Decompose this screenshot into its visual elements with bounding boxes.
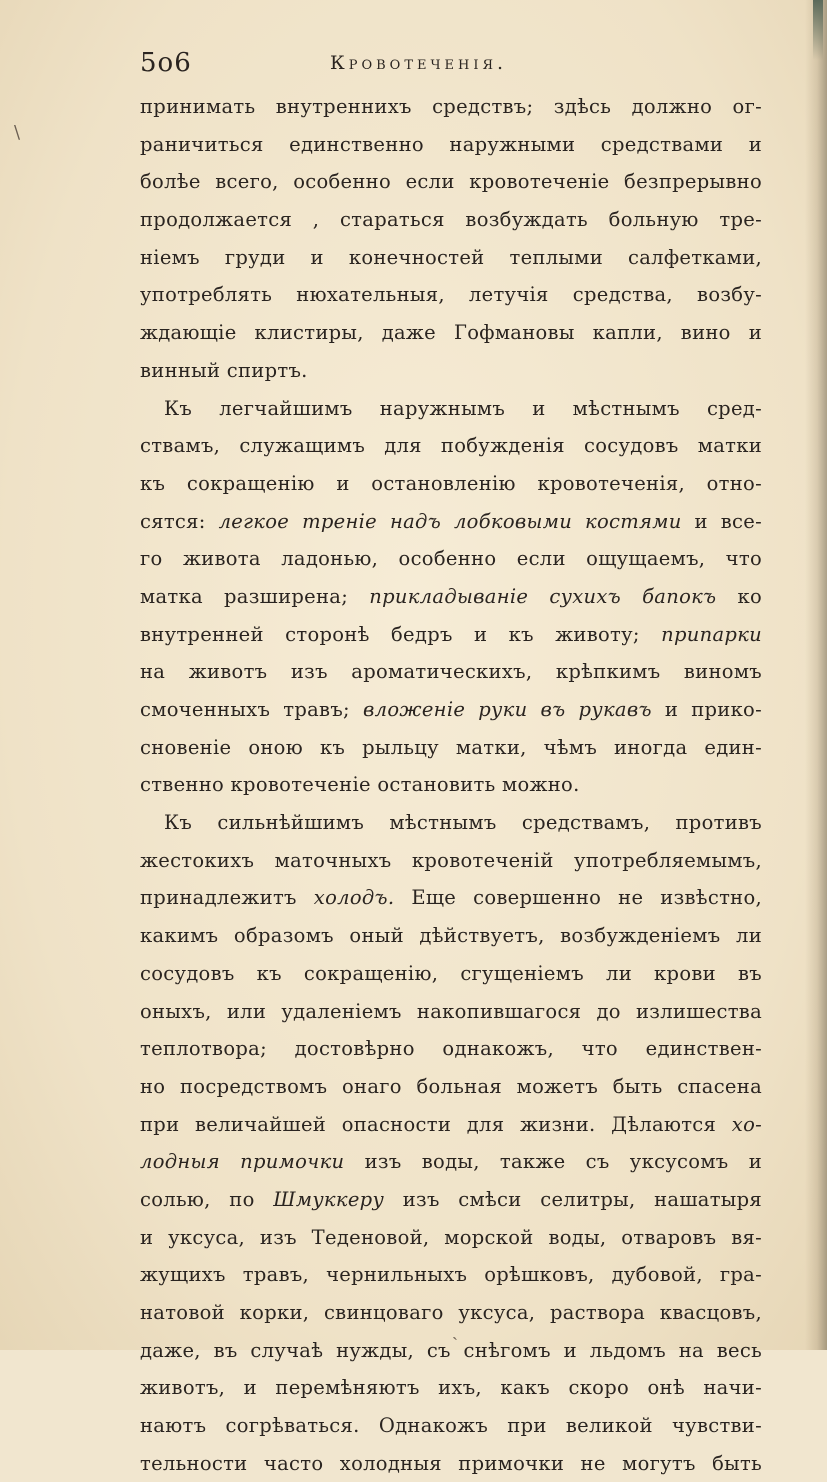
text-line — [140, 390, 762, 428]
text-span: Къ сильнѣйшимъ мѣстнымъ средствамъ, противъ — [164, 811, 762, 835]
text-span: и прико- — [651, 698, 762, 721]
text-span: ствамъ, служащимъ для побужденія сосудовъ матки — [140, 434, 762, 458]
page-header — [140, 48, 760, 80]
italic-text: легкое треніе надъ лобковыми костями — [218, 509, 682, 533]
text-span: на животъ изъ ароматическихъ, крѣпкимъ виномъ — [140, 660, 762, 684]
text-span: сновеніе оною къ рыльцу матки, чѣмъ иногда един- — [140, 735, 762, 759]
text-line — [140, 126, 762, 164]
text-span: ніемъ груди и конечностей теплыми салфетками, — [140, 245, 762, 269]
italic-text: прикладываніе сухихъ бапокъ — [369, 584, 717, 608]
text-span: ко — [716, 584, 762, 608]
text-line — [140, 201, 762, 239]
text-line — [140, 1407, 762, 1445]
text-line — [140, 879, 762, 917]
text-span: принадлежитъ — [140, 886, 314, 910]
text-line — [140, 1181, 762, 1219]
text-span: матка разширена; — [140, 584, 370, 608]
text-line — [140, 691, 762, 729]
text-line — [140, 804, 762, 842]
text-line — [140, 842, 762, 880]
text-line — [140, 616, 762, 654]
italic-text: холодъ. — [313, 886, 395, 910]
italic-text: хо- — [731, 1112, 762, 1136]
text-line — [140, 540, 762, 578]
text-span: но посредствомъ онаго больная можетъ быть спасена — [140, 1074, 762, 1098]
text-span: даже, въ случаѣ нужды, съ снѣгомъ и льдомъ на весь — [140, 1338, 762, 1362]
text-line — [140, 1143, 762, 1181]
text-span: сятся: — [140, 509, 219, 533]
page-corner-shadow — [813, 0, 823, 60]
text-line — [140, 1106, 762, 1144]
text-span: Къ легчайшимъ наружнымъ и мѣстнымъ сред- — [164, 396, 762, 420]
text-line — [140, 1332, 762, 1370]
text-line — [140, 314, 762, 352]
page-footer-mark: ˎ — [452, 1320, 458, 1341]
italic-text: припарки — [661, 622, 762, 646]
text-span: Еще совершенно не извѣстно, — [394, 886, 762, 910]
text-line — [140, 993, 762, 1031]
text-line — [140, 653, 762, 691]
text-line — [140, 88, 762, 126]
text-span: къ сокращенію и остановленію кровотеченія, отно- — [140, 471, 762, 495]
text-line — [140, 729, 762, 767]
text-span: тельности часто холодныя примочки не могутъ быть — [140, 1451, 762, 1475]
text-span: жестокихъ маточныхъ кровотеченій употребляемымъ, — [140, 848, 762, 872]
text-line — [140, 578, 762, 616]
text-span: ственно кровотеченіе остановить можно. — [140, 773, 580, 797]
text-span: какимъ образомъ оный дѣйствуетъ, возбужденіемъ ли — [140, 924, 762, 948]
text-line — [140, 352, 762, 390]
text-span: натовой корки, свинцоваго уксуса, раствора квасцовъ, — [140, 1301, 762, 1324]
text-span: оныхъ, или удаленіемъ накопившагося до излишества — [140, 999, 762, 1023]
text-span: животъ, и перемѣняютъ ихъ, какъ скоро онѣ начи- — [140, 1376, 762, 1400]
text-span: теплотвора; достовѣрно однакожъ, что единствен- — [140, 1037, 762, 1061]
body-text — [140, 88, 762, 1482]
text-line — [140, 1030, 762, 1068]
text-line — [140, 1256, 762, 1294]
text-span: и уксуса, изъ Теденовой, морской воды, отваровъ вя- — [140, 1225, 762, 1249]
text-line — [140, 1219, 762, 1257]
text-line — [140, 239, 762, 277]
text-span: внутренней сторонѣ бедръ и къ животу; — [140, 622, 662, 646]
text-span: изъ смѣси селитры, нашатыря — [384, 1187, 762, 1211]
margin-mark: \ — [14, 122, 21, 143]
text-line — [140, 955, 762, 993]
text-span: употреблять нюхательныя, летучія средства, возбу- — [140, 283, 762, 307]
text-line — [140, 276, 762, 314]
text-line — [140, 1369, 762, 1407]
text-span: солью, по — [140, 1187, 274, 1211]
running-title: Кровотеченія. — [330, 52, 508, 74]
text-line — [140, 766, 762, 804]
text-line — [140, 1294, 762, 1332]
text-span: ждающіе клистиры, даже Гофмановы капли, вино и — [140, 321, 762, 345]
text-span: винный спиртъ. — [140, 358, 308, 382]
text-span: наютъ согрѣваться. Однакожъ при великой чувстви- — [140, 1414, 762, 1438]
italic-text: Шмуккеру — [273, 1187, 385, 1211]
italic-text: лодныя примочки — [140, 1150, 345, 1174]
text-span: жущихъ травъ, чернильныхъ орѣшковъ, дубовой, гра- — [140, 1263, 762, 1287]
text-line — [140, 163, 762, 201]
text-span: при величайшей опасности для жизни. Дѣлаются — [140, 1112, 732, 1136]
text-span: и все- — [681, 509, 762, 533]
text-line — [140, 465, 762, 503]
text-span: сосудовъ къ сокращенію, сгущеніемъ ли крови въ — [140, 961, 762, 985]
text-span: продолжается , стараться возбуждать больную тре- — [140, 208, 762, 232]
text-span: принимать внутреннихъ средствъ; здѣсь должно ог- — [140, 95, 762, 118]
text-span: болѣе всего, особенно если кровотеченіе безпрерывно — [140, 170, 762, 194]
text-span: раничиться единственно наружными средствами и — [140, 132, 762, 156]
page-number: 5о6 — [140, 48, 192, 78]
text-line — [140, 917, 762, 955]
italic-text: вложеніе руки въ рукавъ — [362, 698, 652, 721]
page-edge-shadow — [805, 0, 827, 1350]
text-span: го живота ладонью, особенно если ощущаемъ, что — [140, 547, 762, 571]
text-span: изъ воды, также съ уксусомъ и — [344, 1150, 762, 1174]
text-span: смоченныхъ травъ; — [140, 698, 363, 721]
text-line — [140, 427, 762, 465]
text-line — [140, 1068, 762, 1106]
text-line — [140, 503, 762, 541]
text-line — [140, 1445, 762, 1482]
